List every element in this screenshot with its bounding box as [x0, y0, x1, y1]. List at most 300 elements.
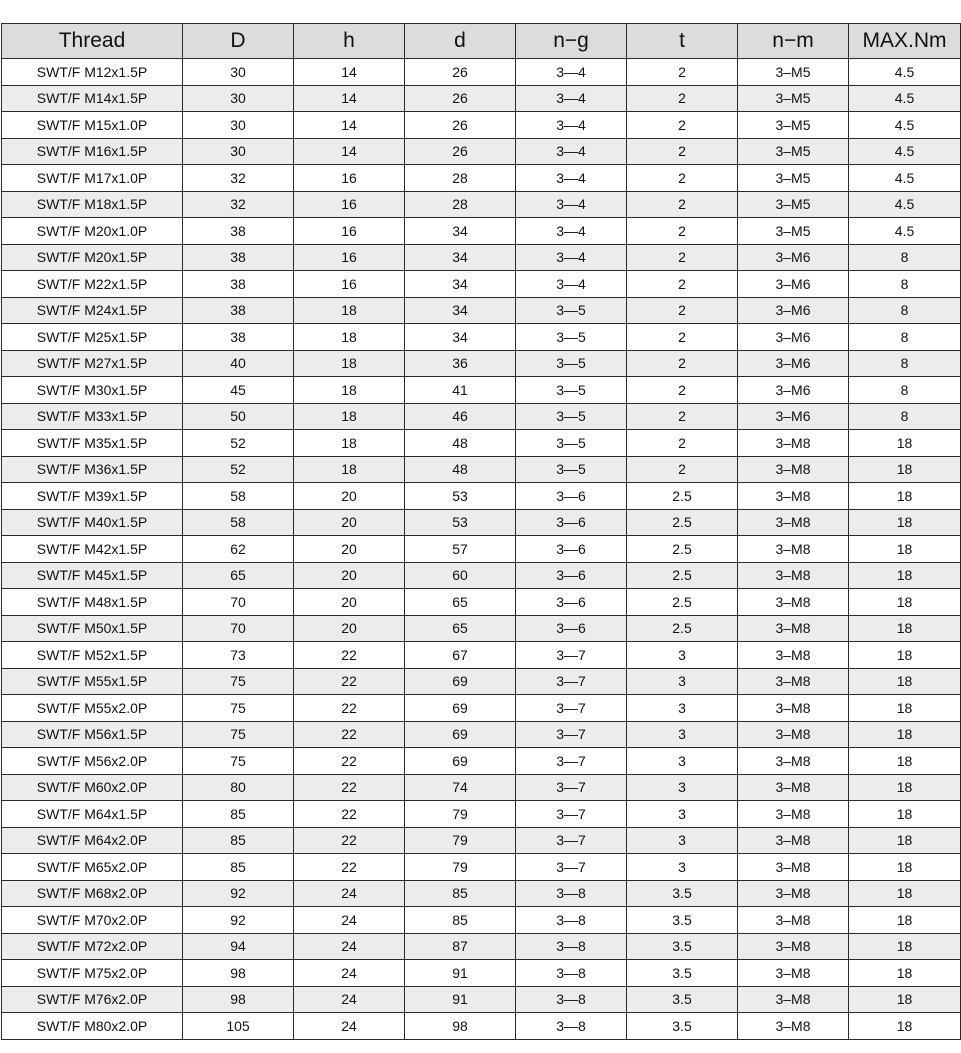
- outer-diameter-cell: 32: [183, 165, 294, 192]
- n-g-cell: 3—5: [516, 403, 627, 430]
- thickness-cell: 2: [627, 430, 738, 457]
- thickness-cell: 2: [627, 112, 738, 139]
- n-m-cell: 3–M8: [738, 721, 849, 748]
- inner-diameter-cell: 57: [405, 536, 516, 563]
- height-cell: 16: [294, 165, 405, 192]
- n-m-cell: 3–M8: [738, 615, 849, 642]
- max-torque-cell: 4.5: [849, 165, 961, 192]
- thread-cell: SWT/F M22x1.5P: [2, 271, 183, 298]
- inner-diameter-cell: 69: [405, 668, 516, 695]
- thread-cell: SWT/F M14x1.5P: [2, 85, 183, 112]
- inner-diameter-cell: 79: [405, 801, 516, 828]
- outer-diameter-cell: 98: [183, 960, 294, 987]
- height-cell: 22: [294, 721, 405, 748]
- inner-diameter-cell: 48: [405, 430, 516, 457]
- table-row: [2, 403, 961, 430]
- outer-diameter-cell: 70: [183, 589, 294, 616]
- n-g-cell: 3—4: [516, 165, 627, 192]
- table-row: [2, 960, 961, 987]
- thread-cell: SWT/F M76x2.0P: [2, 986, 183, 1013]
- max-torque-cell: 18: [849, 615, 961, 642]
- table-row: [2, 297, 961, 324]
- thickness-cell: 3: [627, 748, 738, 775]
- max-torque-cell: 8: [849, 324, 961, 351]
- table-row: [2, 615, 961, 642]
- thickness-cell: 2: [627, 218, 738, 245]
- n-m-cell: 3–M6: [738, 377, 849, 404]
- outer-diameter-cell: 75: [183, 748, 294, 775]
- table-row: [2, 721, 961, 748]
- n-g-cell: 3—7: [516, 827, 627, 854]
- outer-diameter-cell: 62: [183, 536, 294, 563]
- thickness-cell: 2.5: [627, 589, 738, 616]
- outer-diameter-cell: 70: [183, 615, 294, 642]
- n-g-cell: 3—8: [516, 1013, 627, 1040]
- outer-diameter-cell: 105: [183, 1013, 294, 1040]
- table-row: [2, 854, 961, 881]
- max-torque-cell: 18: [849, 721, 961, 748]
- header-thickness: t: [627, 24, 738, 59]
- thread-cell: SWT/F M64x2.0P: [2, 827, 183, 854]
- outer-diameter-cell: 52: [183, 456, 294, 483]
- outer-diameter-cell: 85: [183, 854, 294, 881]
- max-torque-cell: 18: [849, 695, 961, 722]
- height-cell: 20: [294, 536, 405, 563]
- table-row: [2, 138, 961, 165]
- height-cell: 22: [294, 668, 405, 695]
- thread-cell: SWT/F M60x2.0P: [2, 774, 183, 801]
- thickness-cell: 2: [627, 324, 738, 351]
- n-m-cell: 3–M8: [738, 430, 849, 457]
- thread-cell: SWT/F M20x1.0P: [2, 218, 183, 245]
- thickness-cell: 2.5: [627, 615, 738, 642]
- inner-diameter-cell: 48: [405, 456, 516, 483]
- thread-cell: SWT/F M72x2.0P: [2, 933, 183, 960]
- n-g-cell: 3—7: [516, 748, 627, 775]
- table-row: [2, 933, 961, 960]
- inner-diameter-cell: 28: [405, 191, 516, 218]
- max-torque-cell: 4.5: [849, 191, 961, 218]
- thread-cell: SWT/F M55x1.5P: [2, 668, 183, 695]
- inner-diameter-cell: 79: [405, 827, 516, 854]
- n-m-cell: 3–M5: [738, 138, 849, 165]
- max-torque-cell: 4.5: [849, 112, 961, 139]
- thread-cell: SWT/F M52x1.5P: [2, 642, 183, 669]
- thickness-cell: 3: [627, 642, 738, 669]
- n-m-cell: 3–M6: [738, 297, 849, 324]
- inner-diameter-cell: 34: [405, 244, 516, 271]
- n-m-cell: 3–M5: [738, 218, 849, 245]
- height-cell: 22: [294, 854, 405, 881]
- table-row: [2, 271, 961, 298]
- n-m-cell: 3–M6: [738, 244, 849, 271]
- table-row: [2, 509, 961, 536]
- thickness-cell: 2.5: [627, 562, 738, 589]
- height-cell: 14: [294, 138, 405, 165]
- max-torque-cell: 18: [849, 827, 961, 854]
- thickness-cell: 2: [627, 59, 738, 86]
- table-row: [2, 483, 961, 510]
- n-m-cell: 3–M5: [738, 112, 849, 139]
- header-n-g: n−g: [516, 24, 627, 59]
- table-row: [2, 456, 961, 483]
- thread-cell: SWT/F M56x2.0P: [2, 748, 183, 775]
- header-max-torque: MAX.Nm: [849, 24, 961, 59]
- max-torque-cell: 18: [849, 536, 961, 563]
- table-row: [2, 774, 961, 801]
- height-cell: 20: [294, 562, 405, 589]
- n-g-cell: 3—4: [516, 244, 627, 271]
- header-outer-diameter: D: [183, 24, 294, 59]
- max-torque-cell: 8: [849, 350, 961, 377]
- header-row: [2, 24, 961, 59]
- table-row: [2, 324, 961, 351]
- table-row: [2, 165, 961, 192]
- thread-cell: SWT/F M30x1.5P: [2, 377, 183, 404]
- n-g-cell: 3—6: [516, 536, 627, 563]
- n-g-cell: 3—7: [516, 774, 627, 801]
- height-cell: 16: [294, 271, 405, 298]
- table-row: [2, 907, 961, 934]
- table-row: [2, 85, 961, 112]
- outer-diameter-cell: 94: [183, 933, 294, 960]
- thickness-cell: 3.5: [627, 907, 738, 934]
- height-cell: 14: [294, 85, 405, 112]
- n-g-cell: 3—6: [516, 509, 627, 536]
- thickness-cell: 2.5: [627, 536, 738, 563]
- inner-diameter-cell: 26: [405, 138, 516, 165]
- height-cell: 22: [294, 801, 405, 828]
- height-cell: 24: [294, 1013, 405, 1040]
- n-m-cell: 3–M8: [738, 960, 849, 987]
- thread-cell: SWT/F M48x1.5P: [2, 589, 183, 616]
- n-m-cell: 3–M8: [738, 509, 849, 536]
- table-row: [2, 430, 961, 457]
- thickness-cell: 2: [627, 85, 738, 112]
- n-m-cell: 3–M5: [738, 59, 849, 86]
- header-thread: Thread: [2, 24, 183, 59]
- inner-diameter-cell: 26: [405, 59, 516, 86]
- max-torque-cell: 8: [849, 244, 961, 271]
- inner-diameter-cell: 28: [405, 165, 516, 192]
- n-m-cell: 3–M6: [738, 403, 849, 430]
- height-cell: 20: [294, 615, 405, 642]
- height-cell: 24: [294, 960, 405, 987]
- table-row: [2, 191, 961, 218]
- height-cell: 18: [294, 297, 405, 324]
- inner-diameter-cell: 91: [405, 960, 516, 987]
- outer-diameter-cell: 38: [183, 244, 294, 271]
- n-m-cell: 3–M8: [738, 456, 849, 483]
- inner-diameter-cell: 53: [405, 509, 516, 536]
- thickness-cell: 3: [627, 721, 738, 748]
- table-row: [2, 562, 961, 589]
- n-g-cell: 3—8: [516, 986, 627, 1013]
- n-m-cell: 3–M8: [738, 827, 849, 854]
- height-cell: 16: [294, 244, 405, 271]
- outer-diameter-cell: 50: [183, 403, 294, 430]
- height-cell: 18: [294, 324, 405, 351]
- outer-diameter-cell: 75: [183, 721, 294, 748]
- table-row: [2, 748, 961, 775]
- outer-diameter-cell: 98: [183, 986, 294, 1013]
- outer-diameter-cell: 58: [183, 483, 294, 510]
- n-g-cell: 3—6: [516, 562, 627, 589]
- outer-diameter-cell: 75: [183, 695, 294, 722]
- outer-diameter-cell: 30: [183, 138, 294, 165]
- height-cell: 24: [294, 880, 405, 907]
- inner-diameter-cell: 34: [405, 324, 516, 351]
- thickness-cell: 2: [627, 403, 738, 430]
- n-m-cell: 3–M8: [738, 774, 849, 801]
- inner-diameter-cell: 46: [405, 403, 516, 430]
- thickness-cell: 3: [627, 827, 738, 854]
- height-cell: 22: [294, 827, 405, 854]
- n-m-cell: 3–M8: [738, 986, 849, 1013]
- n-m-cell: 3–M8: [738, 695, 849, 722]
- table-row: [2, 112, 961, 139]
- outer-diameter-cell: 45: [183, 377, 294, 404]
- n-m-cell: 3–M8: [738, 642, 849, 669]
- max-torque-cell: 18: [849, 668, 961, 695]
- n-g-cell: 3—8: [516, 907, 627, 934]
- table-row: [2, 377, 961, 404]
- outer-diameter-cell: 58: [183, 509, 294, 536]
- n-m-cell: 3–M8: [738, 562, 849, 589]
- thread-cell: SWT/F M70x2.0P: [2, 907, 183, 934]
- max-torque-cell: 8: [849, 377, 961, 404]
- table-row: [2, 218, 961, 245]
- table-row: [2, 589, 961, 616]
- max-torque-cell: 18: [849, 907, 961, 934]
- thread-cell: SWT/F M25x1.5P: [2, 324, 183, 351]
- n-m-cell: 3–M6: [738, 350, 849, 377]
- n-m-cell: 3–M8: [738, 880, 849, 907]
- thread-cell: SWT/F M55x2.0P: [2, 695, 183, 722]
- outer-diameter-cell: 85: [183, 801, 294, 828]
- height-cell: 22: [294, 695, 405, 722]
- height-cell: 18: [294, 350, 405, 377]
- height-cell: 24: [294, 907, 405, 934]
- thread-cell: SWT/F M17x1.0P: [2, 165, 183, 192]
- thread-cell: SWT/F M64x1.5P: [2, 801, 183, 828]
- table-row: [2, 536, 961, 563]
- thread-cell: SWT/F M45x1.5P: [2, 562, 183, 589]
- n-g-cell: 3—5: [516, 350, 627, 377]
- height-cell: 14: [294, 112, 405, 139]
- inner-diameter-cell: 34: [405, 297, 516, 324]
- inner-diameter-cell: 85: [405, 880, 516, 907]
- thickness-cell: 3.5: [627, 960, 738, 987]
- max-torque-cell: 8: [849, 403, 961, 430]
- n-m-cell: 3–M8: [738, 536, 849, 563]
- n-m-cell: 3–M5: [738, 85, 849, 112]
- n-g-cell: 3—6: [516, 589, 627, 616]
- max-torque-cell: 4.5: [849, 85, 961, 112]
- table-row: [2, 350, 961, 377]
- inner-diameter-cell: 60: [405, 562, 516, 589]
- table-row: [2, 642, 961, 669]
- max-torque-cell: 4.5: [849, 59, 961, 86]
- height-cell: 16: [294, 218, 405, 245]
- height-cell: 18: [294, 456, 405, 483]
- n-m-cell: 3–M8: [738, 801, 849, 828]
- inner-diameter-cell: 69: [405, 748, 516, 775]
- table-row: [2, 1013, 961, 1040]
- thread-cell: SWT/F M39x1.5P: [2, 483, 183, 510]
- outer-diameter-cell: 32: [183, 191, 294, 218]
- outer-diameter-cell: 38: [183, 218, 294, 245]
- inner-diameter-cell: 87: [405, 933, 516, 960]
- height-cell: 18: [294, 377, 405, 404]
- inner-diameter-cell: 85: [405, 907, 516, 934]
- thickness-cell: 2: [627, 350, 738, 377]
- thickness-cell: 3: [627, 854, 738, 881]
- thread-cell: SWT/F M42x1.5P: [2, 536, 183, 563]
- thickness-cell: 3: [627, 695, 738, 722]
- header-height: h: [294, 24, 405, 59]
- n-g-cell: 3—7: [516, 668, 627, 695]
- max-torque-cell: 8: [849, 271, 961, 298]
- thickness-cell: 2: [627, 165, 738, 192]
- thickness-cell: 3.5: [627, 880, 738, 907]
- max-torque-cell: 18: [849, 562, 961, 589]
- thickness-cell: 2: [627, 456, 738, 483]
- n-m-cell: 3–M8: [738, 854, 849, 881]
- thread-cell: SWT/F M75x2.0P: [2, 960, 183, 987]
- thread-cell: SWT/F M80x2.0P: [2, 1013, 183, 1040]
- inner-diameter-cell: 91: [405, 986, 516, 1013]
- max-torque-cell: 18: [849, 483, 961, 510]
- n-g-cell: 3—7: [516, 642, 627, 669]
- n-g-cell: 3—4: [516, 218, 627, 245]
- inner-diameter-cell: 26: [405, 112, 516, 139]
- n-g-cell: 3—8: [516, 933, 627, 960]
- thickness-cell: 2: [627, 138, 738, 165]
- max-torque-cell: 18: [849, 509, 961, 536]
- outer-diameter-cell: 80: [183, 774, 294, 801]
- thickness-cell: 2: [627, 271, 738, 298]
- n-g-cell: 3—7: [516, 721, 627, 748]
- inner-diameter-cell: 65: [405, 615, 516, 642]
- max-torque-cell: 18: [849, 854, 961, 881]
- max-torque-cell: 18: [849, 801, 961, 828]
- table-row: [2, 827, 961, 854]
- table-header: [2, 24, 961, 59]
- table-row: [2, 244, 961, 271]
- n-g-cell: 3—8: [516, 880, 627, 907]
- n-m-cell: 3–M6: [738, 271, 849, 298]
- outer-diameter-cell: 38: [183, 271, 294, 298]
- height-cell: 24: [294, 986, 405, 1013]
- thread-cell: SWT/F M16x1.5P: [2, 138, 183, 165]
- max-torque-cell: 18: [849, 456, 961, 483]
- outer-diameter-cell: 38: [183, 297, 294, 324]
- outer-diameter-cell: 40: [183, 350, 294, 377]
- thread-cell: SWT/F M40x1.5P: [2, 509, 183, 536]
- n-m-cell: 3–M8: [738, 1013, 849, 1040]
- thread-cell: SWT/F M68x2.0P: [2, 880, 183, 907]
- max-torque-cell: 8: [849, 297, 961, 324]
- thread-cell: SWT/F M35x1.5P: [2, 430, 183, 457]
- max-torque-cell: 18: [849, 748, 961, 775]
- inner-diameter-cell: 67: [405, 642, 516, 669]
- max-torque-cell: 4.5: [849, 218, 961, 245]
- header-n-m: n−m: [738, 24, 849, 59]
- n-m-cell: 3–M8: [738, 907, 849, 934]
- n-g-cell: 3—6: [516, 615, 627, 642]
- thickness-cell: 3.5: [627, 933, 738, 960]
- thread-cell: SWT/F M36x1.5P: [2, 456, 183, 483]
- n-g-cell: 3—7: [516, 854, 627, 881]
- max-torque-cell: 18: [849, 986, 961, 1013]
- height-cell: 20: [294, 509, 405, 536]
- height-cell: 22: [294, 748, 405, 775]
- n-g-cell: 3—8: [516, 960, 627, 987]
- n-g-cell: 3—4: [516, 85, 627, 112]
- n-g-cell: 3—5: [516, 456, 627, 483]
- thickness-cell: 3: [627, 774, 738, 801]
- height-cell: 16: [294, 191, 405, 218]
- thread-cell: SWT/F M15x1.0P: [2, 112, 183, 139]
- outer-diameter-cell: 52: [183, 430, 294, 457]
- n-g-cell: 3—5: [516, 430, 627, 457]
- thickness-cell: 3: [627, 668, 738, 695]
- max-torque-cell: 18: [849, 880, 961, 907]
- table-row: [2, 801, 961, 828]
- inner-diameter-cell: 69: [405, 721, 516, 748]
- inner-diameter-cell: 34: [405, 271, 516, 298]
- n-g-cell: 3—5: [516, 297, 627, 324]
- table-row: [2, 880, 961, 907]
- max-torque-cell: 18: [849, 1013, 961, 1040]
- thickness-cell: 3.5: [627, 1013, 738, 1040]
- thread-cell: SWT/F M12x1.5P: [2, 59, 183, 86]
- thread-cell: SWT/F M65x2.0P: [2, 854, 183, 881]
- inner-diameter-cell: 34: [405, 218, 516, 245]
- table-row: [2, 668, 961, 695]
- height-cell: 24: [294, 933, 405, 960]
- n-g-cell: 3—5: [516, 377, 627, 404]
- n-m-cell: 3–M8: [738, 668, 849, 695]
- outer-diameter-cell: 65: [183, 562, 294, 589]
- outer-diameter-cell: 73: [183, 642, 294, 669]
- n-g-cell: 3—5: [516, 324, 627, 351]
- inner-diameter-cell: 79: [405, 854, 516, 881]
- header-inner-diameter: d: [405, 24, 516, 59]
- thread-cell: SWT/F M18x1.5P: [2, 191, 183, 218]
- inner-diameter-cell: 74: [405, 774, 516, 801]
- outer-diameter-cell: 30: [183, 85, 294, 112]
- outer-diameter-cell: 38: [183, 324, 294, 351]
- inner-diameter-cell: 53: [405, 483, 516, 510]
- thickness-cell: 3.5: [627, 986, 738, 1013]
- thickness-cell: 2.5: [627, 509, 738, 536]
- thread-cell: SWT/F M33x1.5P: [2, 403, 183, 430]
- inner-diameter-cell: 65: [405, 589, 516, 616]
- outer-diameter-cell: 85: [183, 827, 294, 854]
- n-g-cell: 3—4: [516, 112, 627, 139]
- height-cell: 22: [294, 774, 405, 801]
- thickness-cell: 2: [627, 191, 738, 218]
- max-torque-cell: 18: [849, 589, 961, 616]
- thread-cell: SWT/F M27x1.5P: [2, 350, 183, 377]
- inner-diameter-cell: 69: [405, 695, 516, 722]
- outer-diameter-cell: 30: [183, 59, 294, 86]
- max-torque-cell: 18: [849, 960, 961, 987]
- outer-diameter-cell: 75: [183, 668, 294, 695]
- n-m-cell: 3–M5: [738, 191, 849, 218]
